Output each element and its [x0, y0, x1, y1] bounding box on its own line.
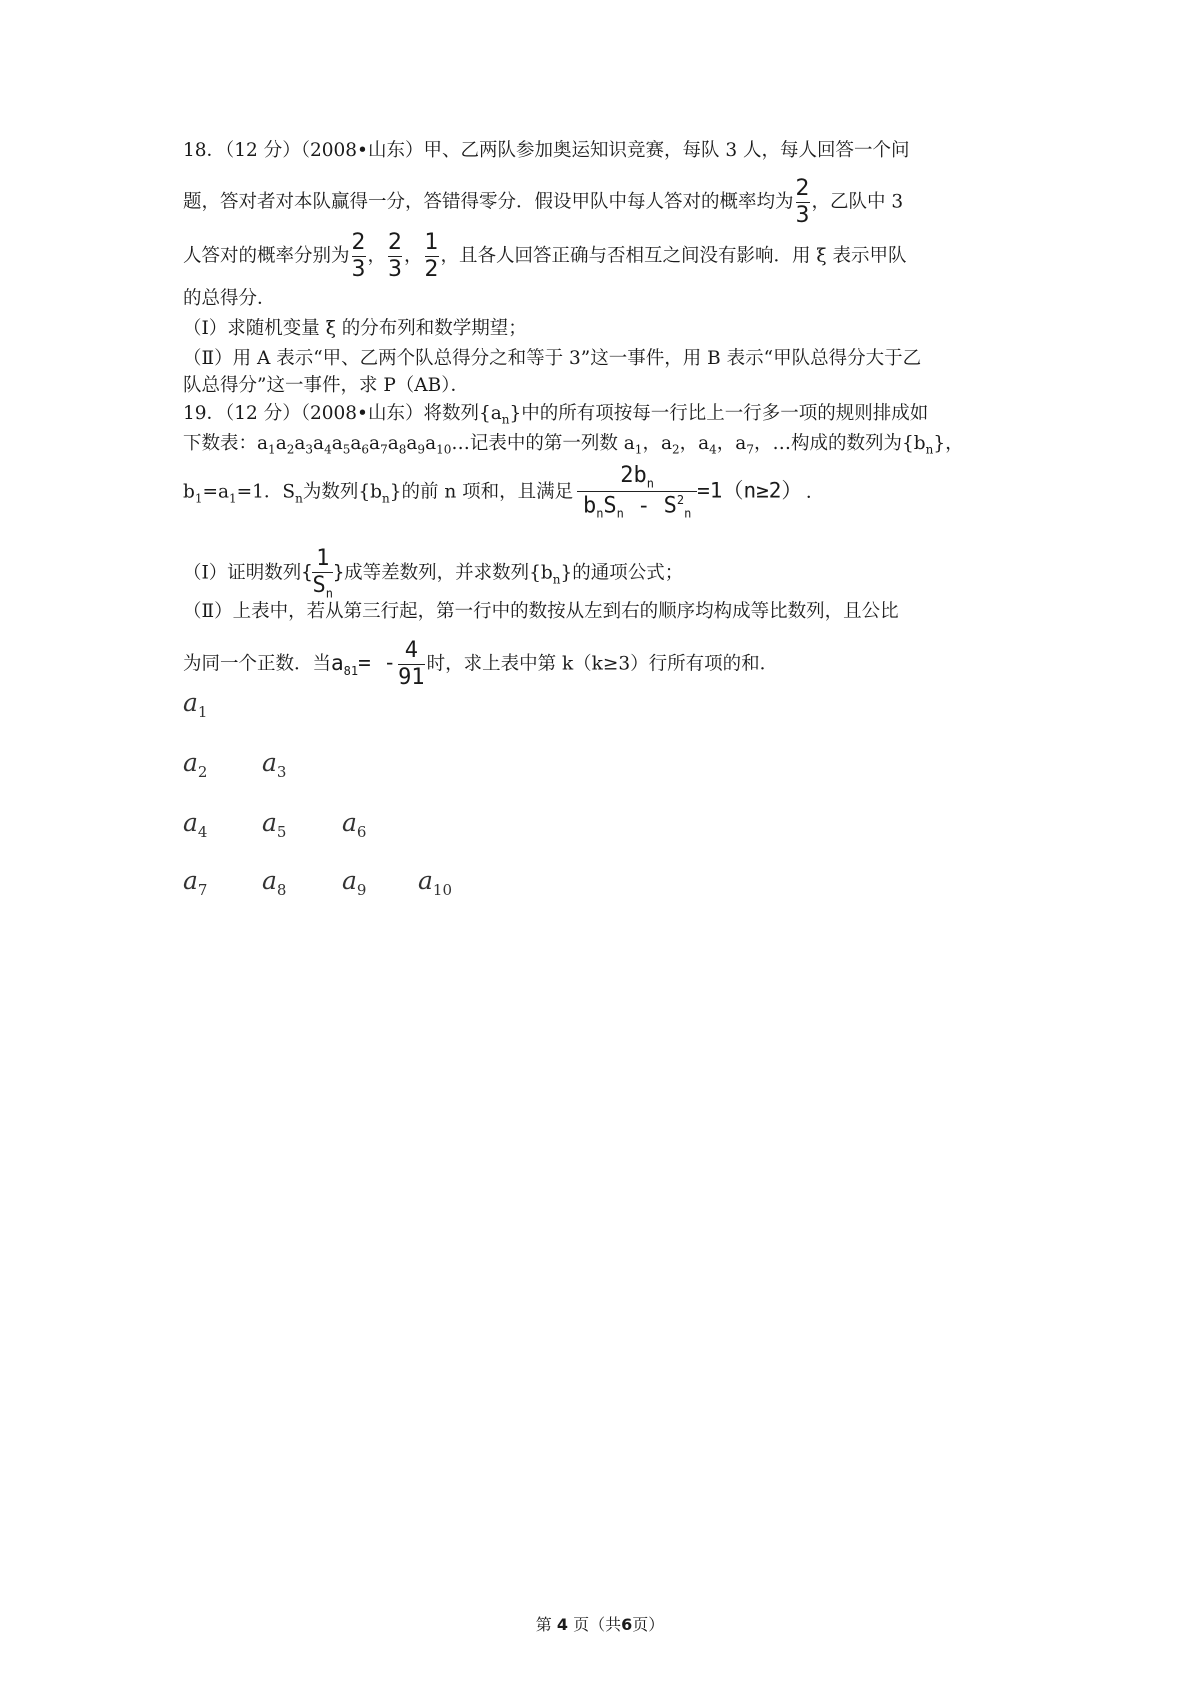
- text: =1．S: [236, 481, 296, 503]
- b1-label: b: [183, 481, 195, 503]
- q19-part-2-line-2: [183, 640, 778, 689]
- sequence-term: $a_2$: [275, 433, 295, 457]
- sequence-term: $a_6$: [350, 433, 370, 457]
- q18-line-4: 的总得分．: [183, 288, 276, 309]
- q18-line-2: [183, 178, 903, 227]
- sequence-terms: [257, 433, 452, 457]
- subscript: 4: [324, 442, 332, 457]
- subscript: n: [552, 572, 561, 587]
- q19-line-2-mid: …记表中的第一列数 a: [451, 433, 635, 454]
- text: }的通项公式；: [560, 562, 684, 584]
- subscript: 3: [305, 442, 314, 457]
- condition-fraction: [577, 465, 697, 520]
- sequence-term: $a_9$: [406, 433, 426, 457]
- sequence-term: $a_{10}$: [425, 433, 452, 457]
- subscript: n: [501, 412, 510, 427]
- brace: {: [301, 562, 313, 584]
- q19-line-1: [183, 400, 928, 434]
- sequence-term: $a_7$: [369, 433, 388, 457]
- table-cell: $a_{10}$: [418, 866, 452, 899]
- fraction-numerator: 2: [388, 230, 403, 255]
- subscript: 8: [276, 881, 287, 899]
- subscript: 9: [417, 442, 426, 457]
- subscript: 1: [229, 491, 237, 506]
- text: 第: [535, 1615, 552, 1634]
- separator: ，: [404, 245, 423, 267]
- q18-line-3: [183, 232, 907, 281]
- subscript: 2: [197, 763, 208, 781]
- subscript: 2: [286, 442, 295, 457]
- text: =a: [202, 481, 230, 503]
- text: 页（共: [573, 1615, 622, 1634]
- text: - S: [623, 493, 677, 519]
- table-cell: $a_4$: [183, 808, 208, 841]
- subscript: n: [325, 586, 333, 601]
- fraction-numerator: 4: [404, 638, 418, 663]
- subscript: n: [381, 491, 390, 506]
- fraction-denominator: [577, 494, 697, 520]
- a81-fraction: [398, 640, 425, 689]
- text: 为数列{b: [302, 481, 382, 503]
- subscript: 5: [276, 823, 287, 841]
- subscript: 1: [268, 442, 276, 457]
- q18-part-1: （Ⅰ）求随机变量 ξ 的分布列和数学期望；: [183, 318, 527, 339]
- table-cell: $a_8$: [262, 866, 287, 899]
- subscript: 1: [194, 491, 203, 506]
- fraction-bar: [577, 491, 697, 492]
- fraction-numerator: 1: [316, 546, 330, 571]
- subscript: n: [684, 507, 692, 522]
- q18-part-2-line-1: （Ⅱ）用 A 表示“甲、乙两个队总得分之和等于 3”这一事件，用 B 表示“甲队总得分大于乙: [183, 348, 922, 369]
- q19-line-3: [183, 465, 824, 520]
- page-total: 6: [621, 1615, 633, 1634]
- page-number: 4: [556, 1615, 568, 1634]
- q19-line-1-tail: }中的所有项按每一行比上一行多一项的规则排成如: [509, 403, 929, 424]
- fraction-denominator: 3: [351, 257, 366, 282]
- subscript: 1: [634, 442, 643, 457]
- fraction-denominator: [312, 575, 332, 599]
- q19-part-1: [183, 548, 683, 599]
- subscript: 7: [197, 881, 208, 899]
- subscript: n: [925, 442, 934, 457]
- subscript: 7: [380, 442, 388, 457]
- q19-line-1-text: 19．（12 分）（2008•山东）将数列{a: [183, 403, 502, 424]
- subscript: 8: [398, 442, 407, 457]
- text: 为同一个正数．当: [183, 653, 332, 675]
- text: S: [312, 573, 326, 598]
- q18-line-2-tail: ，乙队中 3: [811, 191, 904, 213]
- fraction-denominator: 3: [795, 203, 810, 228]
- q19-line-2: [183, 430, 964, 464]
- q18-line-3-tail: ，且各人回答正确与否相互之间没有影响．用 ξ 表示甲队: [440, 245, 907, 267]
- q19-part-2-line-1: （Ⅱ）上表中，若从第三行起，第一行中的数按从左到右的顺序均构成等比数列，且公比: [183, 601, 899, 622]
- prob-fraction-b2: [388, 232, 402, 281]
- subscript: 9: [356, 881, 367, 899]
- subscript: 10: [432, 881, 452, 899]
- table-cell: $a_1$: [183, 688, 208, 721]
- condition-rhs: =1（n≥2）: [697, 478, 792, 503]
- table-cell: $a_7$: [183, 866, 208, 899]
- subscript: 4: [197, 823, 208, 841]
- page-footer: [0, 1612, 1200, 1635]
- text: }的前 n 项和，且满足: [389, 481, 574, 503]
- subscript: 4: [709, 442, 717, 457]
- prob-fraction-b3: [425, 232, 439, 281]
- text: 页）: [632, 1615, 665, 1634]
- q19-line-2-end: }，: [933, 433, 964, 454]
- text: ．: [805, 481, 825, 503]
- fraction-denominator: 3: [388, 257, 403, 282]
- subscript: 1: [197, 703, 208, 721]
- subscript: n: [646, 476, 655, 491]
- q18-line-2-text: 题，答对者对本队赢得一分，答错得零分．假设甲队中每人答对的概率均为: [183, 191, 794, 213]
- subscript: 3: [276, 763, 287, 781]
- subscript: 10: [436, 442, 452, 457]
- fraction-numerator: 2: [351, 230, 366, 255]
- q18-line-1: 18．（12 分）（2008•山东）甲、乙两队参加奥运知识竞赛，每队 3 人，每人回答一个问: [183, 140, 910, 161]
- text: b: [582, 493, 597, 519]
- fraction-denominator: 91: [398, 665, 425, 690]
- q19-line-2-text: 下数表：: [183, 433, 258, 454]
- text: 2b: [620, 463, 647, 488]
- table-cell: $a_6$: [342, 808, 367, 841]
- subscript: 6: [361, 442, 370, 457]
- fraction-numerator: [577, 465, 697, 489]
- subscript: n: [295, 491, 303, 506]
- text: 时，求上表中第 k（k≥3）行所有项的和．: [426, 653, 779, 675]
- fraction-numerator: 1: [424, 230, 439, 255]
- text: 成等差数列，并求数列{b: [344, 562, 553, 584]
- subscript: 81: [343, 663, 359, 678]
- fraction-denominator: 2: [424, 257, 439, 282]
- subscript: n: [596, 507, 604, 522]
- table-cell: $a_5$: [262, 808, 287, 841]
- subscript: 5: [342, 442, 351, 457]
- subscript: n: [616, 507, 624, 522]
- table-cell: $a_3$: [262, 748, 287, 781]
- sequence-term: $a_1$: [257, 433, 276, 457]
- subscript: 6: [356, 823, 367, 841]
- prob-fraction-a: [796, 178, 810, 227]
- text: a: [331, 650, 344, 675]
- text: S: [603, 493, 617, 519]
- sequence-term: $a_8$: [387, 433, 407, 457]
- brace: }: [332, 562, 345, 584]
- b-sequence-terms: ，$a_2$，$a_4$，$a_7$，…构成的数列为{b: [642, 433, 926, 457]
- table-cell: $a_9$: [342, 866, 367, 899]
- a81-label: [331, 650, 359, 678]
- separator: ，: [367, 245, 387, 267]
- fraction-numerator: 2: [795, 176, 810, 201]
- sequence-term: $a_4$: [313, 433, 332, 457]
- q18-line-3-text: 人答对的概率分别为: [183, 245, 350, 267]
- text: （Ⅰ）证明数列: [183, 562, 302, 584]
- equals-minus: = -: [358, 650, 397, 675]
- superscript: 2: [676, 493, 685, 508]
- sequence-term: $a_5$: [331, 433, 351, 457]
- reciprocal-fraction: [312, 548, 332, 599]
- subscript: 2: [671, 442, 680, 457]
- q18-part-2-line-2: 队总得分”这一事件，求 P（AB）．: [183, 375, 469, 396]
- table-cell: $a_2$: [183, 748, 208, 781]
- prob-fraction-b1: [352, 232, 366, 281]
- sequence-term: $a_3$: [294, 433, 314, 457]
- subscript: 7: [746, 442, 754, 457]
